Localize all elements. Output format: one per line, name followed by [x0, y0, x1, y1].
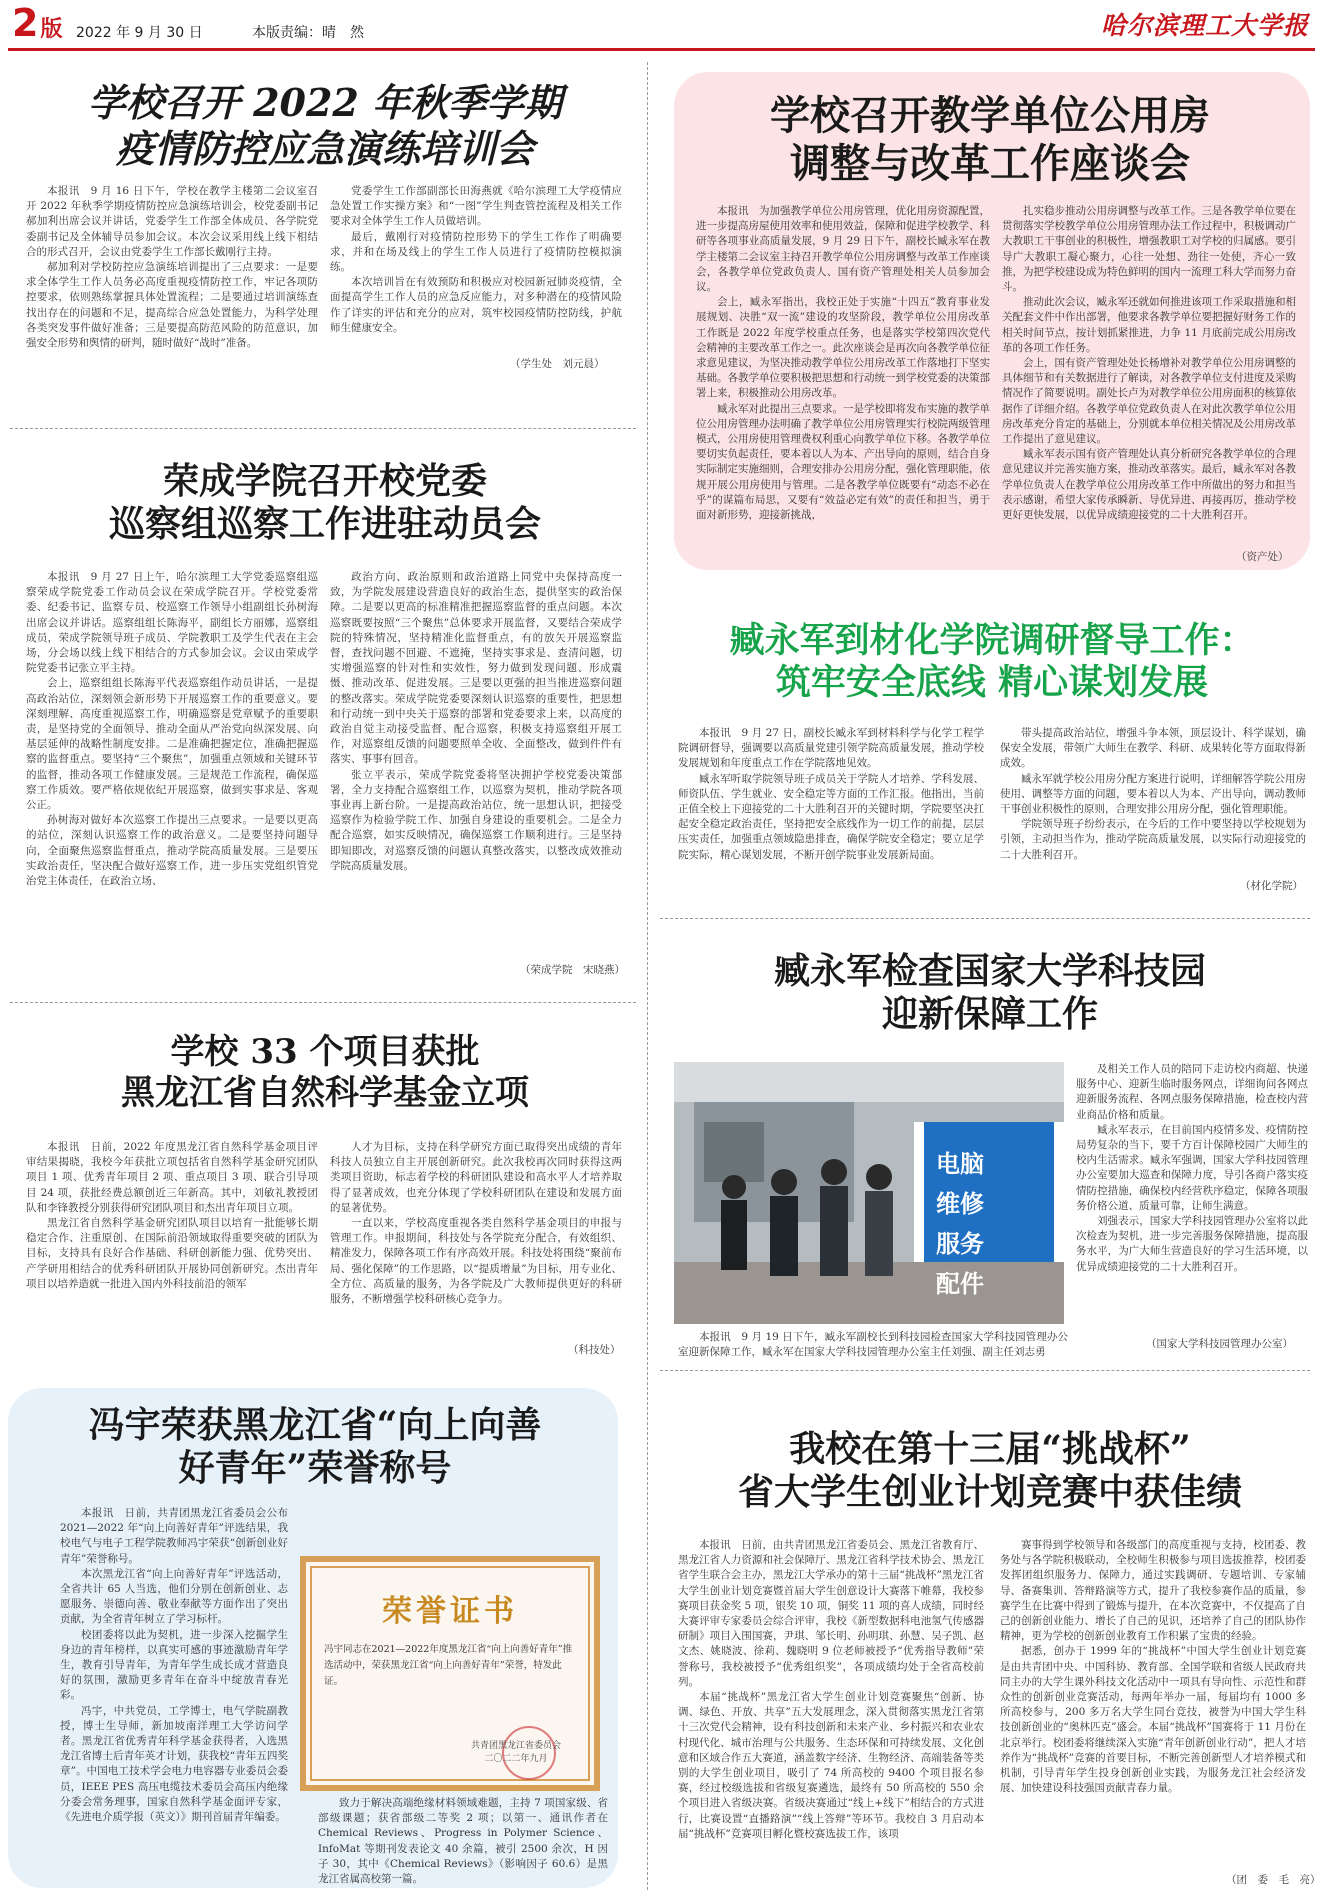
shop-sign-line-1: 电脑	[936, 1150, 984, 1178]
article-title-public-housing: 学校召开教学单位公用房 调整与改革工作座谈会	[770, 93, 1210, 187]
masthead: 哈尔滨理工大学报	[1100, 11, 1309, 40]
article-title-fall-drill: 学校召开 2022 年秋季学期 疫情防控应急演练培训会	[87, 80, 563, 171]
section-separator	[660, 918, 1310, 919]
article-body-challenge-cup-col2: 赛事得到学校领导和各级部门的高度重视与支持，校团委、教务处与各学院积极联动，全校师生积极参与项目选拔推荐，校团委发挥团组织服务力、保障力，通过实践调研、专题培训、专家辅导、备赛集训、答辩路演等方式，提升了我校参赛作品的质量，参赛学生在比赛中得到了锻炼与提升，在本次竞赛中，不仅提高了自己的创新创业能力、增长了自己的见识，还培养了自己的团队协作精神，更为学校的创新创业教育工作积累了宝贵的经验。 据悉，创办于 1999 年的“挑战杯”中国大学生创业计划竞赛是由共青团中央、中国科协、教育部、全国学联和省级人民政府共同主办的大学生课外科技文化活动中一项具有导向性、示范性和群众性的创新创业竞赛活动，每两年举办一届，每届均有 1000 多所高校参与，200 多万名大学生同台竞技，被誉为中国大学生科技创新创业的“奥林匹克”盛会。本届“挑战杯”国赛将于 11 月份在北京举行。校团委将继续深入实施“青年创新创业行动”，把人才培养作为“挑战杯”竞赛的首要目标，不断完善创新型人才培养模式和机制，引导青年学生投身创新创业实践，为服务龙江社会经济发展、加快建设科技强国贡献青春力量。	[1000, 1539, 1306, 1795]
article-body-rongcheng-col1: 本报讯 9 月 27 日上午，哈尔滨理工大学党委巡察组巡察荣成学院党委工作动员会议在荣成学院召开。学校党委常委、纪委书记、监察专员、校巡察工作领导小组副组长孙树海出席会议并讲话。巡察组组长陈海平，副组长方丽娜，巡察组成员，荣成学院领导班子成员、学院教职工及学生代表在主会场，分会场以线上线下相结合的方式参加会议。会议由荣成学院党委书记张立平主持。 会上，巡察组组长陈海平代表巡察组作动员讲话，一是提高政治站位，深刻领会新形势下开展巡察工作的重要意义。要深刻理解、高度重视巡察工作，明确巡察是党章赋予的重要职责，是坚持党的全面领导、推动全面从严治党向纵深发展、向基层延伸的战略性制度安排。二是准确把握定位，准确把握巡察的监督重点。要坚持“三个聚焦”，加强重点领域和关键环节的监督，推动各项工作健康发展。三是规范工作流程，确保巡察工作质效。要严格依规依纪开展巡察，做到实事求是、客观公正。 孙树海对做好本次巡察工作提出三点要求。一是要以更高的站位，深刻认识巡察工作的政治意义。二是要坚持问题导向，全面聚焦巡察监督重点，推动学院高质量发展。三是要压实政治责任，坚决配合做好巡察工作，进一步压实党组织管党治党主体责任，在政治立场、	[26, 571, 318, 888]
article-body-materials-col1: 本报讯 9 月 27 日，副校长臧永军到材料科学与化学工程学院调研督导，强调要以高质量党建引领学院高质量发展，推动学校发展规划和年度重点工作在学院落地见效。 臧永军听取学院领导班子成员关于学院人才培养、学科发展、师资队伍、学生就业、安全稳定等方面的工作汇报。他指出，当前正值全校上下迎接党的二十大胜利召开的关键时期，学院要坚决扛起安全稳定政治责任，坚持把安全底线作为一切工作的前提，层层压实责任，加强重点领域隐患排查，确保学院安全稳定；要立足学院实际，精心谋划发展，不断开创学院事业发展新局面。	[678, 727, 984, 861]
article-title-materials-school: 臧永军到材化学院调研督导工作： 筑牢安全底线 精心谋划发展	[729, 621, 1255, 703]
article-body-fall-drill-col2: 党委学生工作部副部长田海燕就《哈尔滨理工大学疫情应急处置工作实操方案》和“一图”学生判查管控流程及相关工作要求对全体学生工作人员做培训。 最后，戴刚行对疫情防控形势下的学生工作作了明确要求，并和在场及线上的学生工作人员进行了疫情防控模拟演练。 本次培训旨在有效预防和积极应对校园新冠肺炎疫情，全面提高学生工作人员的应急反应能力，对多种潜在的疫情风险作了详实的评估和充分的应对，筑牢校园疫情防控防线，护航师生健康安全。	[330, 185, 622, 334]
shop-sign-line-3: 服务	[936, 1230, 984, 1258]
article-title-rongcheng-inspection: 荣成学院召开校党委 巡察组巡察工作进驻动员会	[108, 460, 541, 546]
column-divider	[647, 62, 648, 1890]
article-title-feng-yu-award: 冯宇荣获黑龙江省“向上向善 好青年”荣誉称号	[88, 1404, 542, 1490]
certificate-issuer: 共青团黑龙江省委员会 二〇二二年九月	[470, 1741, 561, 1764]
page-number: 2版	[12, 1, 63, 45]
shop-sign-line-4: 配件	[936, 1270, 984, 1298]
byline-housing: （资产处）	[1236, 551, 1289, 563]
page-header	[0, 0, 1323, 46]
byline-science-park: （国家大学科技园管理办公室）	[1146, 1338, 1293, 1350]
byline-fall-drill: （学生处 刘元晨）	[510, 358, 605, 370]
article-body-challenge-cup-col1: 本报讯 日前，由共青团黑龙江省委员会、黑龙江省教育厅、黑龙江省人力资源和社会保障厅、黑龙江省科学技术协会、黑龙江省学生联合会主办，黑龙江大学承办的第十三届“挑战杯”黑龙江省大学生创业计划竞赛暨首届大学生创意设计大赛落下帷幕，我校参赛项目获金奖 5 项，银奖 10 项，铜奖 11 项的喜人成绩，同时经大赛评审专家委员会综合评审，我校《新型数据科电池氢气传感器研制》项目入围国赛，尹琪、邹长明、孙明琪、孙慧、吴子凯、赵文杰、姚晓波、徐莉、魏晓明 9 位老师被授予“优秀指导教师”荣誉称号，我校被授予“优秀组织奖”，各项成绩均处于全省高校前列。 本届“挑战杯”黑龙江省大学生创业计划竞赛聚焦“创新、协调、绿色、开放、共享”五大发展理念，深入贯彻落实黑龙江省第十三次党代会精神，设有科技创新和未来产业、乡村振兴和农业农村现代化、城市治理与公共服务、生态环保和可持续发展、文化创意和区域合作五大赛道，涵盖数字经济、生物经济、高端装备等类别的大学生创业项目，吸引了 74 所高校的 9400 个项目报名参赛，经过校级选拔和省级复赛遴选，最终有 50 所高校的 550 余个项目进入省级决赛。省级决赛通过“线上+线下”相结合的方式进行，比赛设置“直播路演”“线上答辩”等环节。我校自 3 月启动本届“挑战杯”竞赛项目孵化暨校赛选拔工作，该项	[678, 1539, 984, 1840]
article-body-feng-yu-col1: 本报讯 日前，共青团黑龙江省委员会公布 2021—2022 年“向上向善好青年”评选结果，我校电气与电子工程学院教师冯宇荣获“创新创业好青年”荣誉称号。 本次黑龙江省“向上向善好青年”评选活动，全省共计 65 人当选，他们分别在创新创业、志愿服务、崇德向善、敬业奉献等方面作出了突出贡献，为全省青年树立了学习标杆。 校团委将以此为契机，进一步深入挖掘学生身边的青年榜样，以真实可感的事迹激励青年学生，教育引导青年，为青年学生成长成才营造良好的氛围，激励更多青年在奋斗中绽放青春光彩。 冯宇，中共党员，工学博士，电气学院副教授，博士生导师，新加坡南洋理工大学访问学者。黑龙江省优秀青年科学基金获得者，入选黑龙江省博士后青年英才计划，获我校“青年五四奖章”。中国电工技术学会电力电容器专业委员会委员，IEEE PES 高压电缆技术委员会高压内绝缘分委会常务理事，国家自然科学基金面评专家，《先进电介质学报（英文）》期刊首届青年编委。	[60, 1507, 288, 1824]
article-body-materials-col2: 带头提高政治站位，增强斗争本领，顶层设计、科学谋划，确保安全发展，带领广大师生在教学、科研、成果转化等方面取得新成效。 臧永军就学校公用房分配方案进行说明，详细解答学院公用房使用、调整等方面的问题，要本着以人为本、产出导向，调动教师干事创业积极性的原则，合理安排公用房分配，强化管理职能。 学院领导班子纷纷表示，在今后的工作中要坚持以学校规划为引领，主动担当作为，推动学院高质量发展，以实际行动迎接党的二十大胜利召开。	[1000, 727, 1306, 861]
byline-challenge-cup: （团 委 毛 亮）	[1226, 1874, 1321, 1886]
byline-science-fund: （科技处）	[568, 1344, 621, 1356]
article-body-science-park: 及相关工作人员的陪同下走访校内商超、快递服务中心、迎新生临时服务网点，详细询问各网点迎新服务流程、各网点服务保障措施，检查校内营业商品价格和质量。 臧永军表示，在目前国内疫情多发、疫情防控局势复杂的当下，要千方百计保障校园广大师生的校内生活需求。臧永军强调，国家大学科技园管理办公室要加大巡查和保障力度，导引各商户落实疫情防控措施，确保校内经营秩序稳定，保障各项服务价格公道、质量可靠，让师生满意。 刘强表示，国家大学科技园管理办公室将以此次检查为契机，进一步完善服务保障措施，提高服务水平，为广大师生营造良好的学习生活环境，以优异成绩迎接党的二十大胜利召开。	[1076, 1063, 1308, 1273]
certificate-body: 冯宇同志在2021—2022年度黑龙江省“向上向善好青年”推选活动中，荣获黑龙江省“向上向善好青年”荣誉，特发此证。	[324, 1644, 573, 1687]
section-separator	[10, 428, 636, 429]
certificate-title: 荣誉证书	[382, 1594, 518, 1629]
article-body-housing-col2: 扎实稳步推动公用房调整与改革工作。三是各教学单位要在贯彻落实学校教学单位公用房管理办法工作过程中，积极调动广大教职工干事创业的积极性，增强教职工对学校的归属感。要引导广大教职工凝心聚力，心往一处想、劲往一处使，齐心一致推，为把学校建设成为特色鲜明的国内一流理工科大学而努力奋斗。 推动此次会议，臧永军还就如何推进该项工作采取措施和相关配套文件中作出部署，他要求各教学单位要把握好财务工作的相关时间节点，按计划抓紧推进，力争 11 月底前完成公用房改革的各项工作任务。 会上，国有资产管理处处长杨增补对教学单位公用房调整的具体细节和有关数据进行了解读，对各教学单位支付进度及采购情况作了简要说明。副处长卢为对教学单位公用房面积的核算依据作了详细介绍。各教学单位党政负责人在对此次教学单位公用房改革充分肯定的基础上，分别就本单位相关情况及公用房改革工作提出了意见建议。 臧永军表示国有资产管理处认真分析研究各教学单位的合理意见建议并完善实施方案，推动改革落实。最后，臧永军对各教学单位负责人在教学单位公用房改革工作中所做出的努力和担当表示感谢，希望大家传承瞬新、导优异进、再接再厉，推动学校更好更快发展，以优异成绩迎接党的二十大胜利召开。	[1002, 205, 1296, 522]
issue-date: 2022 年 9 月 30 日	[76, 25, 203, 41]
article-body-fall-drill-col1: 本报讯 9 月 16 日下午，学校在教学主楼第二会议室召开 2022 年秋季学期疫情防控应急演练培训会，校党委副书记郝加利出席会议并讲话，党委学生工作部全体成员、各学院党委副书记及全体辅导员参加会议。本次会议采用线上线下相结合的形式召开，会议由党委学生工作部长戴刚行主持。 郝加利对学校防控应急演练培训提出了三点要求：一是要求全体学生工作人员务必高度重视疫情防控工作，牢记各项防控要求，依则熟练掌握具体处置流程；二是要通过培训演练查找出存在的问题和不足，提高综合应急处置能力，为科学处理各类突发事件做好准备；三是要提高防范风险的防范意识，加强安全形势和舆情的研判，随时做好“战时”准备。	[26, 185, 318, 350]
honor-certificate-image	[300, 1556, 600, 1791]
article-title-challenge-cup: 我校在第十三届“挑战杯” 省大学生创业计划竞赛中获佳绩	[737, 1428, 1242, 1514]
byline-materials: （材化学院）	[1240, 880, 1303, 892]
article-body-rongcheng-col2: 政治方向、政治原则和政治道路上同党中央保持高度一致，为学院发展建设营造良好的政治生态，提供坚实的政治保障。二是要以更高的标准精准把握巡察监督的重点问题。本次巡察既要按照“三个聚焦”总体要求开展监督，又要结合荣成学院的特殊情况，坚持精准化监督重点，有的放矢开展巡察监督，查找问题不回避、不遮掩，坚持实事求是、查清问题，切实增强巡察的针对性和实效性，努力做到发现问题、形成震慑、推动改革、促进发展。三是要以更强的担当推进巡察问题的整改落实。荣成学院党委要深刻认识巡察的重要性，把思想和行动统一到中央关于巡察的部署和党委要求上来，以高度的政治自觉主动接受监督、配合巡察，积极支持巡察组开展工作，对巡察组反馈的问题要照单全收、全面整改，做到件件有落实、事事有回音。 张立平表示，荣成学院党委将坚决拥护学校党委决策部署，全力支持配合巡察组工作，以巡察为契机，推动学院各项事业再上新台阶。一是提高政治站位，统一思想认识，把接受巡察作为检验学院工作、加强自身建设的重要机会。二是全力配合巡察，如实反映情况，确保巡察工作顺利进行。三是坚持即知即改，对巡察反馈的问题认真整改落实，以整改成效推动学院高质量发展。	[330, 571, 622, 872]
shop-sign-line-2: 维修	[936, 1190, 984, 1218]
article-title-science-fund: 学校 33 个项目获批 黑龙江省自然科学基金立项	[121, 1032, 529, 1113]
article-title-science-park: 臧永军检查国家大学科技园 迎新保障工作	[773, 950, 1206, 1036]
article-body-feng-yu-col2: 致力于解决高端绝缘材料领域难题，主持 7 项国家级、省部级课题；获省部级二等奖 2 项；以第一、通讯作者在 Chemical Reviews、Progress in Polymer Science、InfoMat 等期刊发表论文 40 余篇，被引 2500 余次，H 因子 30，其中《Chemical Reviews》（影响因子 60.6）是黑龙江省属高校第一篇。	[318, 1797, 608, 1886]
byline-rongcheng: （荣成学院 宋晓燕）	[520, 964, 625, 976]
photo-caption-science-park: 本报讯 9 月 19 日下午，臧永军副校长到科技园检查国家大学科技园管理办公室迎新保障工作，臧永军在国家大学科技园管理办公室主任刘强、副主任刘志勇	[678, 1331, 1068, 1359]
science-park-photo	[674, 1062, 1064, 1324]
section-separator	[660, 1370, 1310, 1371]
article-body-science-fund-col2: 人才为目标，支持在科学研究方面已取得突出成绩的青年科技人员独立自主开展创新研究。此次我校再次同时获得这两类项目资助，标志着学校的科研团队建设和高水平人才培养取得了显著成效，也充分体现了学校科研团队在建设和发展方面的显著优势。 一直以来，学校高度重视各类自然科学基金项目的申报与管理工作。申报期间，科技处与各学院充分配合，有效组织、精准发力，保障各项工作有序高效开展。科技处将围绕“聚前布局、强化保障”的工作思路，以“提质增量”为目标，用专业化、全方位、高质量的服务，为各学院及广大教师提供更好的科研服务，不断增强学校科研核心竞争力。	[330, 1141, 622, 1306]
header-rule	[8, 48, 1315, 51]
article-body-housing-col1: 本报讯 为加强教学单位公用房管理，优化用房资源配置，进一步提高房屋使用效率和使用效益，保障和促进学校教学、科研等各项事业高质量发展，9 月 29 日下午，副校长臧永军在教学主楼第二会议室主持召开教学单位公用房调整与改革工作座谈会，各教学单位党政负责人、国有资产管理处相关人员参加会议。 会上，臧永军指出，我校正处于实施“十四五”教育事业发展规划、决胜“双一流”建设的攻坚阶段，教学单位公用房改革工作既是 2022 年度学校重点任务，也是落实学校第四次党代会精神的主要改革工作之一。此次座谈会是再次向各教学单位征求意见建议，为坚决推动教学单位公用房改革工作落地打下坚实基础。各教学单位要积极把思想和行动统一到学校党委的决策部署上来，积极推动公用房改革。 臧永军对此提出三点要求。一是学校即将发布实施的教学单位公用房管理办法明确了教学单位公用房管理实行校院两级管理模式，公用房使用管理费权利重心向教学单位下移。各教学单位要切实负起责任，要本着以人为本、产出导向的原则，结合自身实际制定实施细则，合理安排办公用房分配，强化管理职能，依规开展公用房使用与管理。二是各教学单位既要有“动态不必在乎”的谋篇布局思，又要有“效益必定有效”的责任和担当，勇于面对新形势，迎接新挑战，	[696, 205, 990, 522]
section-separator	[10, 1002, 636, 1003]
editor-credit: 本版责编：晴 然	[252, 25, 364, 41]
article-body-science-fund-col1: 本报讯 日前，2022 年度黑龙江省自然科学基金项目评审结果揭晓，我校今年获批立项包括省自然科学基金研究团队项目 1 项、优秀青年项目 2 项、重点项目 3 项、联合引导项目 24 项，获批经费总额创近三年新高。其中，刘敏礼教授团队和李锋教授分别获得研究团队项目和杰出青年项目立项。 黑龙江省自然科学基金研究团队项目以培育一批能够长期稳定合作、注重原创、在国际前沿领域取得重要突破的团队为目标，支持具有良好合作基础、科研创新能力强、优势突出、产学研用相结合的优秀科研团队开展协同创新研究。杰出青年项目以培养造就一批进入国内外科技前沿的领军	[26, 1141, 318, 1290]
photo-illustration	[674, 1062, 1064, 1324]
